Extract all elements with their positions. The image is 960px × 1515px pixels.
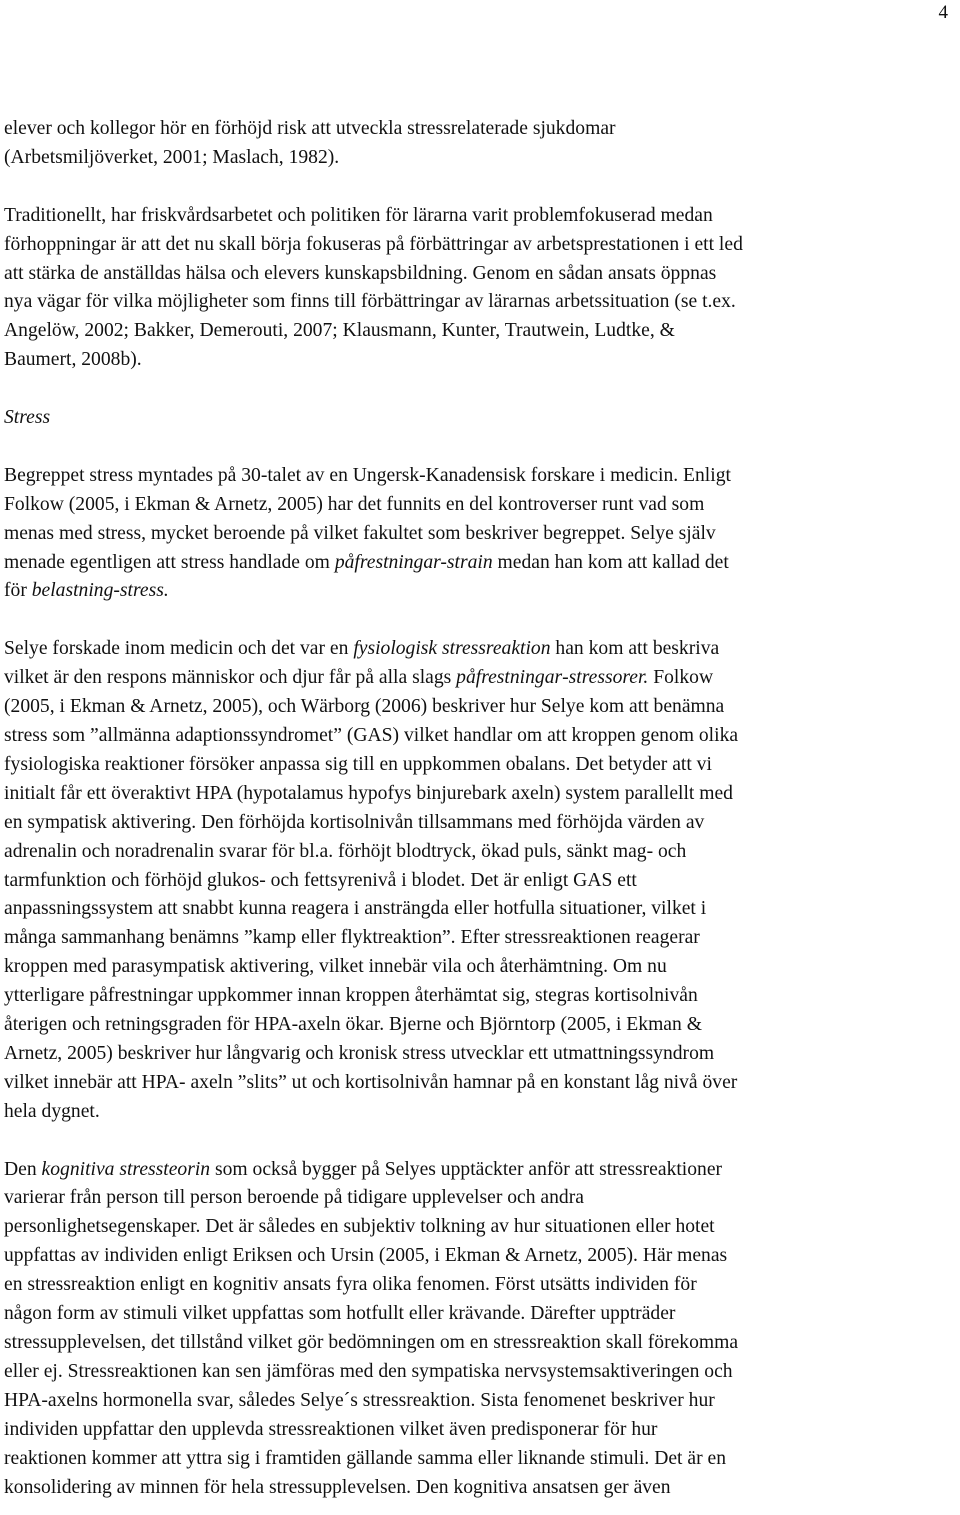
text-line — [4, 635, 956, 664]
text-run: kroppen med parasympatisk aktivering, vilket innebär vila och återhämtning. Om nu — [4, 956, 667, 978]
text-run: Folkow (2005, i Ekman & Arnetz, 2005) har det funnits en del kontroverser runt vad som — [4, 493, 705, 515]
italic-text: påfrestningar — [456, 667, 563, 689]
text-line — [4, 693, 956, 722]
text-run: (Arbetsmiljöverket, 2001; Maslach, 1982). — [4, 146, 340, 168]
text-run: adrenalin och noradrenalin svarar för bl.a. förhöjt blodtryck, ökad puls, sänkt mag- och — [4, 840, 687, 862]
text-run: han kom att beskriva — [550, 638, 720, 660]
text-line — [4, 1445, 956, 1474]
text-run: en sympatisk aktivering. Den förhöjda kortisolnivån tillsammans med förhöjda värden av — [4, 811, 705, 833]
text-line — [4, 1387, 956, 1416]
text-run: för — [4, 580, 32, 602]
text-line — [4, 1156, 956, 1185]
text-line — [4, 867, 956, 896]
text-line — [4, 1300, 956, 1329]
section-heading — [4, 404, 956, 433]
italic-text: fysiologisk stressreaktion — [353, 638, 551, 660]
text-line — [4, 1069, 956, 1098]
text-run: Selye forskade inom medicin och det var en — [4, 638, 354, 660]
text-run: HPA-axelns hormonella svar, således Selye´s stressreaktion. Sista fenomenet beskriver hur — [4, 1389, 715, 1411]
text-run: (2005, i Ekman & Arnetz, 2005), och Wärborg (2006) beskriver hur Selye kom att benämna — [4, 696, 725, 718]
text-run: eller ej. Stressreaktionen kan sen jämföras med den sympatiska nervsystemsaktiveringen och — [4, 1360, 733, 1382]
text-line — [4, 144, 956, 173]
paragraph-p1 — [4, 115, 956, 173]
text-line — [4, 491, 956, 520]
text-run: uppfattas av individen enligt Eriksen och Ursin (2005, i Ekman & Arnetz, 2005). Här menas — [4, 1245, 728, 1267]
text-line — [4, 1098, 956, 1127]
text-run: Traditionellt, har friskvårdsarbetet och politiken för lärarna varit problemfokuserad medan — [4, 204, 713, 226]
text-line — [4, 577, 956, 606]
text-run: - — [562, 667, 569, 689]
text-line — [4, 924, 956, 953]
text-run: återigen och retningsgraden för HPA-axeln ökar. Bjerne och Björntorp (2005, i Ekman & — [4, 1014, 702, 1036]
italic-text: belastning-stress. — [31, 580, 169, 602]
text-line — [4, 346, 956, 375]
text-line — [4, 1011, 956, 1040]
text-line — [4, 809, 956, 838]
text-line — [4, 1358, 956, 1387]
document-body — [4, 115, 956, 1502]
paragraph-gap — [4, 173, 956, 202]
paragraph-p4 — [4, 635, 956, 1126]
text-line — [4, 895, 956, 924]
text-run: varierar från person till person beroende på tidigare upplevelser och andra — [4, 1187, 584, 1209]
text-line — [4, 317, 956, 346]
text-line — [4, 664, 956, 693]
text-run: menas med stress, mycket beroende på vilket fakultet som beskriver begreppet. Selye själv — [4, 522, 716, 544]
text-line — [4, 780, 956, 809]
text-run: individen uppfattar den upplevda stressreaktionen vilket även predisponerar för hur — [4, 1418, 658, 1440]
italic-text: kognitiva stressteorin — [41, 1158, 211, 1180]
text-run: någon form av stimuli vilket uppfattas som hotfullt eller krävande. Därefter uppträder — [4, 1303, 676, 1325]
text-run: reaktionen kommer att yttra sig i framtiden gällande samma eller liknande stimuli. Det är en — [4, 1447, 727, 1469]
text-run: fysiologiska reaktioner försöker anpassa sig till en uppkommen obalans. Det betyder att vi — [4, 753, 712, 775]
paragraph-gap — [4, 1127, 956, 1156]
paragraph-p3 — [4, 462, 956, 607]
text-line — [4, 1213, 956, 1242]
text-run: som också bygger på Selyes upptäckter anför att stressreaktioner — [210, 1158, 723, 1180]
text-line — [4, 549, 956, 578]
text-run: personlighetsegenskaper. Det är således en subjektiv tolkning av hur situationen eller hotet — [4, 1216, 715, 1238]
text-line — [4, 231, 956, 260]
text-run: Arnetz, 2005) beskriver hur långvarig och kronisk stress utvecklar ett utmattningssyndrom — [4, 1042, 715, 1064]
text-run: Folkow — [648, 667, 714, 689]
text-run: vilket innebär att HPA- axeln ”slits” ut och kortisolnivån hamnar på en konstant låg nivå över — [4, 1071, 738, 1093]
text-line — [4, 751, 956, 780]
text-line — [4, 953, 956, 982]
text-run: Begreppet stress myntades på 30-talet av en Ungersk-Kanadensisk forskare i medicin. Enligt — [4, 464, 731, 486]
text-run: konsolidering av minnen för hela stressupplevelsen. Den kognitiva ansatsen ger även — [4, 1476, 671, 1498]
text-run: vilket är den respons människor och djur får på alla slags — [4, 667, 457, 689]
text-run: förhoppningar är att det nu skall börja fokuseras på förbättringar av arbetsprestationen i ett led — [4, 233, 743, 255]
paragraph-p5 — [4, 1156, 956, 1503]
text-line — [4, 520, 956, 549]
text-run: att stärka de anställdas hälsa och elevers kunskapsbildning. Genom en sådan ansats öppnas — [4, 262, 717, 284]
text-line — [4, 115, 956, 144]
paragraph-gap — [4, 606, 956, 635]
text-run: ytterligare påfrestningar uppkommer innan kroppen återhämtat sig, stegras kortisolnivån — [4, 985, 698, 1007]
text-run: stressupplevelsen, det tillstånd vilket gör bedömningen om en stressreaktion skall förekomma — [4, 1331, 739, 1353]
text-line — [4, 1416, 956, 1445]
text-run: anpassningssystem att snabbt kunna reagera i ansträngda eller hotfulla situationer, vilket i — [4, 898, 707, 920]
text-run: Angelöw, 2002; Bakker, Demerouti, 2007; Klausmann, Kunter, Trautwein, Ludtke, & — [4, 320, 675, 342]
text-run: Den — [4, 1158, 42, 1180]
text-line — [4, 260, 956, 289]
text-line — [4, 288, 956, 317]
text-run: nya vägar för vilka möjligheter som finns till förbättringar av lärarnas arbetssituation (se t.ex. — [4, 291, 736, 313]
page-number: 4 — [938, 2, 948, 23]
italic-text: påfrestningar-strain — [334, 551, 493, 573]
text-line — [4, 1474, 956, 1503]
text-line — [4, 462, 956, 491]
text-run: initialt får ett överaktivt HPA (hypotalamus hypofys binjurebark axeln) system parallellt med — [4, 782, 733, 804]
paragraph-p2 — [4, 202, 956, 375]
text-run: hela dygnet. — [4, 1100, 100, 1122]
text-run: menade egentligen att stress handlade om — [4, 551, 335, 573]
text-line — [4, 1271, 956, 1300]
text-run: stress som ”allmänna adaptionssyndromet” (GAS) vilket handlar om att kroppen genom olika — [4, 724, 739, 746]
text-run: många sammanhang benämns ”kamp eller flyktreaktion”. Efter stressreaktionen reagerar — [4, 927, 700, 949]
text-line — [4, 722, 956, 751]
text-line — [4, 982, 956, 1011]
text-line — [4, 1242, 956, 1271]
text-line — [4, 1184, 956, 1213]
text-line — [4, 838, 956, 867]
text-line — [4, 202, 956, 231]
text-run: en stressreaktion enligt en kognitiv ansats fyra olika fenomen. Först utsätts individen för — [4, 1274, 697, 1296]
italic-text: Stress — [4, 407, 51, 429]
text-run: tarmfunktion och förhöjd glukos- och fettsyrenivå i blodet. Det är enligt GAS ett — [4, 869, 637, 891]
text-run: medan han kom att kallad det — [492, 551, 729, 573]
paragraph-gap — [4, 433, 956, 462]
text-run: Baumert, 2008b). — [4, 349, 142, 371]
text-line — [4, 1329, 956, 1358]
text-line — [4, 1040, 956, 1069]
paragraph-gap — [4, 375, 956, 404]
text-run: elever och kollegor hör en förhöjd risk att utveckla stressrelaterade sjukdomar — [4, 118, 616, 139]
text-line — [4, 404, 956, 433]
italic-text: stressorer. — [568, 667, 649, 689]
